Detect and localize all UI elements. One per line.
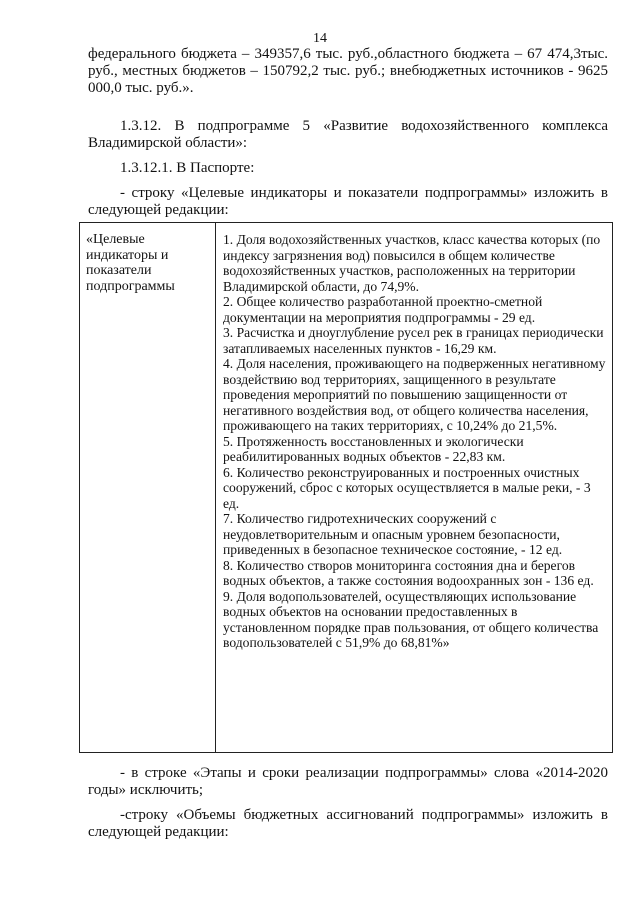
indicator-item: 5. Протяженность восстановленных и экологически реабилитированных водных объектов - 22,83 км. bbox=[223, 433, 524, 464]
indicator-item: 7. Количество гидротехнических сооружений с неудовлетворительным и опасным уровнем безопасности, приведенных в безопасное техническое состояние, - 12 ед. bbox=[223, 511, 563, 557]
subprogram-5-paragraph: 1.3.12. В подпрограмме 5 «Развитие водохозяйственного комплекса Владимирской области»: bbox=[88, 118, 608, 151]
table-indicators-cell bbox=[223, 232, 607, 651]
passport-paragraph: 1.3.12.1. В Паспорте: bbox=[120, 160, 255, 176]
budget-allocations-paragraph: -строку «Объемы бюджетных ассигнований подпрограммы» изложить в следующей редакции: bbox=[88, 807, 608, 840]
indicator-item: 6. Количество реконструированных и построенных очистных сооружений, сброс с которых осуществляется в малые реки, - 3 ед. bbox=[223, 464, 591, 511]
indicator-item: 3. Расчистка и дноуглубление русел рек в границах периодически затапливаемых населенных пунктов - 16,29 км. bbox=[223, 325, 604, 356]
indicators-row-paragraph: - строку «Целевые индикаторы и показатели подпрограммы» изложить в следующей редакции: bbox=[88, 185, 608, 218]
indicator-item: 9. Доля водопользователей, осуществляющих использование водных объектов на основании предоставленных в установленном порядке прав пользования, от общего количества водопользователей с 51,9% до 68,81%» bbox=[223, 588, 599, 650]
budget-paragraph: федерального бюджета – 349357,6 тыс. руб.,областного бюджета – 67 474,3тыс. руб., местных бюджетов – 150792,2 тыс. руб.; внебюджетных источников - 9625 000,0 тыс. руб.». bbox=[88, 46, 608, 96]
indicator-item: 8. Количество створов мониторинга состояния дна и берегов водных объектов, а также состояния водоохранных зон - 136 ед. bbox=[223, 557, 594, 588]
page-number: 14 bbox=[313, 31, 327, 46]
table-column-divider bbox=[215, 223, 216, 752]
indicator-item: 4. Доля населения, проживающего на подверженных негативному воздействию вод территориях, защищенного в результате проведения мероприятий по повышению защищенности от негативного воздействия вод, от общего количества населения, проживающего на таких территориях, с 10,24% до 21,5%. bbox=[223, 356, 606, 433]
indicator-item: 1. Доля водохозяйственных участков, класс качества которых (по индексу загрязнения вод) повысился в общем количестве водохозяйственных участков, расположенных на территории Владимирской области, до 74,9%. bbox=[223, 232, 601, 294]
table-label-cell: «Целевые индикаторы и показатели подпрограммы bbox=[86, 232, 175, 294]
indicators-table bbox=[79, 222, 613, 753]
indicator-item: 2. Общее количество разработанной проектно-сметной документации на мероприятия подпрограммы - 29 ед. bbox=[223, 294, 543, 325]
stages-paragraph: - в строке «Этапы и сроки реализации подпрограммы» слова «2014-2020 годы» исключить; bbox=[88, 765, 608, 798]
